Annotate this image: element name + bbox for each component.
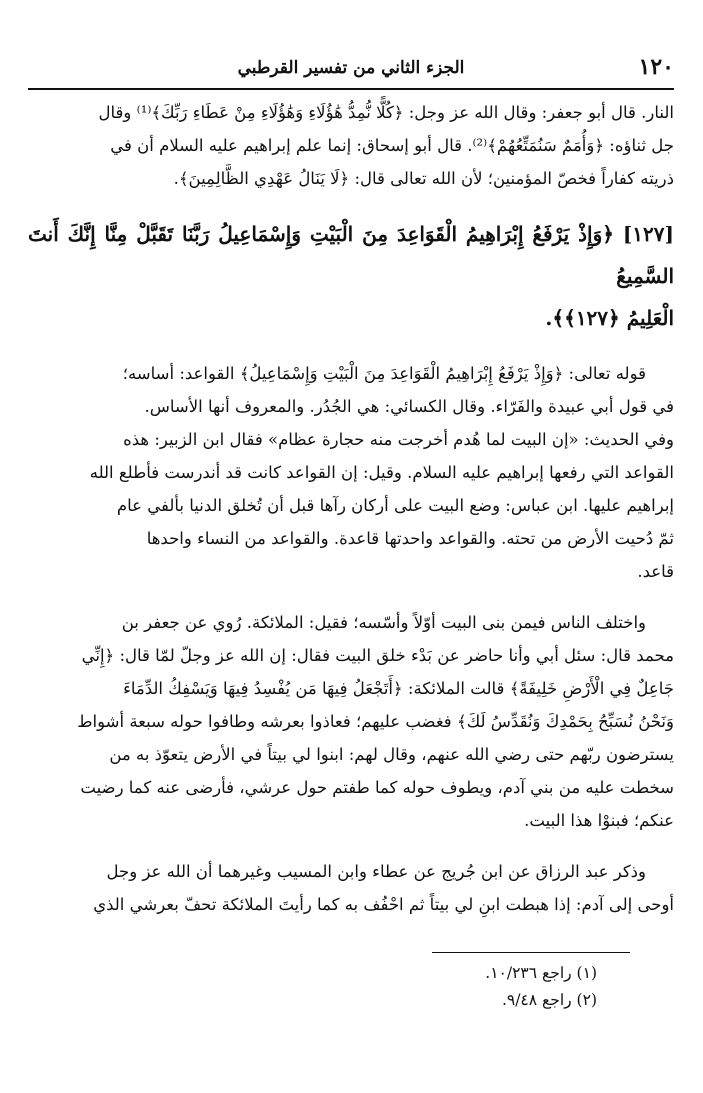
text-line: يسترضون ربّهم حتى رضي الله عنهم، وقال لهم: ابنوا لي بيتاً في الأرض يتعوّذ به من [109, 745, 674, 764]
text-line: ذريته كفاراً فخصّ المؤمنين؛ لأن الله تعالى قال: ﴿لَا يَنَالُ عَهْدِي الظَّالِمِينَ﴾. [173, 169, 674, 188]
page-body [28, 96, 674, 921]
paragraph [28, 606, 674, 837]
verse-line: الْعَلِيمُ ﴿١٢٧﴾﴾. [545, 306, 674, 330]
page-header [28, 54, 674, 88]
page-number: ١٢٠ [638, 54, 674, 80]
text-line: وذكر عبد الرزاق عن ابن جُريج عن عطاء وابن المسيب وغيرهما أن الله عز وجل [106, 862, 646, 881]
text-line: إبراهيم عليها. ابن عباس: وضع البيت على أركان رآها قبل أن تُخلق الدنيا بألفي عام [116, 496, 674, 515]
text-line: محمد قال: سئل أبي وأنا حاضر عن بَدْء خلق البيت فقال: إن الله عز وجلّ لمّا قال: ﴿إِنِّي [81, 646, 674, 665]
text-line: ثمّ دُحيت الأرض من تحته. والقواعد واحدتها قاعدة. والقواعد من النساء واحدها [146, 529, 674, 548]
text-line: النار. قال أبو جعفر: وقال الله عز وجل: ﴿كُلًّا نُّمِدُّ هَٰؤُلَاءِ وَهَٰؤُلَاءِ مِنْ عَطَاءِ رَبِّكَ﴾⁽¹⁾ وقال [98, 103, 674, 122]
text-line: وَنَحْنُ نُسَبِّحُ بِحَمْدِكَ وَنُقَدِّسُ لَكَ﴾ فغضب عليهم؛ فعاذوا بعرشه وطافوا حوله سبعة أشواط [77, 712, 674, 731]
text-line: قاعد. [637, 562, 674, 581]
text-line: عنكم؛ فبنوْا هذا البيت. [524, 811, 674, 830]
text-line: واختلف الناس فيمن بنى البيت أوّلاً وأسّسه؛ فقيل: الملائكة. رُوي عن جعفر بن [121, 613, 646, 632]
footnote: (١) راجع ١٠/٢٣٦. [485, 964, 597, 982]
paragraph [28, 855, 674, 921]
text-line: سخطت عليه من بني آدم، ويطوف حوله كما طفتم حول عرشي، فأرضى عنه كما رضيت [80, 778, 674, 797]
footnotes [197, 960, 597, 1014]
verse-line: [١٢٧] ﴿وَإِذْ يَرْفَعُ إِبْرَاهِيمُ الْقَوَاعِدَ مِنَ الْبَيْتِ وَإِسْمَاعِيلُ رَبَّنَا تَقَبَّلْ مِنَّا إِنَّكَ أَنتَ السَّمِيعُ [28, 222, 674, 288]
verse-block [28, 213, 674, 339]
paragraph [28, 96, 674, 195]
text-line: قوله تعالى: ﴿وَإِذْ يَرْفَعُ إِبْرَاهِيمُ الْقَوَاعِدَ مِنَ الْبَيْتِ وَإِسْمَاعِيلُ﴾ القواعد: أساسه؛ [122, 364, 646, 383]
footnote-divider [432, 952, 630, 953]
paragraph [28, 357, 674, 588]
text-line: وفي الحديث: «إن البيت لما هُدم أخرجت منه حجارة عظام» فقال ابن الزبير: هذه [123, 430, 674, 449]
running-title: الجزء الثاني من تفسير القرطبي [237, 58, 465, 78]
text-line: جل ثناؤه: ﴿وَأُمَمٌ سَنُمَتِّعُهُمْ﴾⁽²⁾. قال أبو إسحاق: إنما علم إبراهيم عليه السلام أن في [110, 136, 674, 155]
text-line: أوحى إلى آدم: إذا هبطت ابنِ لي بيتاً ثم احْفُف به كما رأيتَ الملائكة تحفّ بعرشي الذي [93, 895, 674, 914]
header-divider [28, 88, 674, 90]
text-line: في قول أبي عبيدة والفَرّاء. وقال الكسائي: هي الجُدُر. والمعروف أنها الأساس. [144, 397, 674, 416]
footnote: (٢) راجع ٩/٤٨. [501, 991, 597, 1009]
text-line: القواعد التي رفعها إبراهيم عليه السلام. وقيل: إن القواعد كانت قد أندرست فأطلع الله [89, 463, 674, 482]
text-line: جَاعِلٌ فِي الْأَرْضِ خَلِيفَةً﴾ قالت الملائكة: ﴿أَتَجْعَلُ فِيهَا مَن يُفْسِدُ فِيهَا وَيَسْفِكُ الدِّمَاءَ [123, 679, 674, 698]
